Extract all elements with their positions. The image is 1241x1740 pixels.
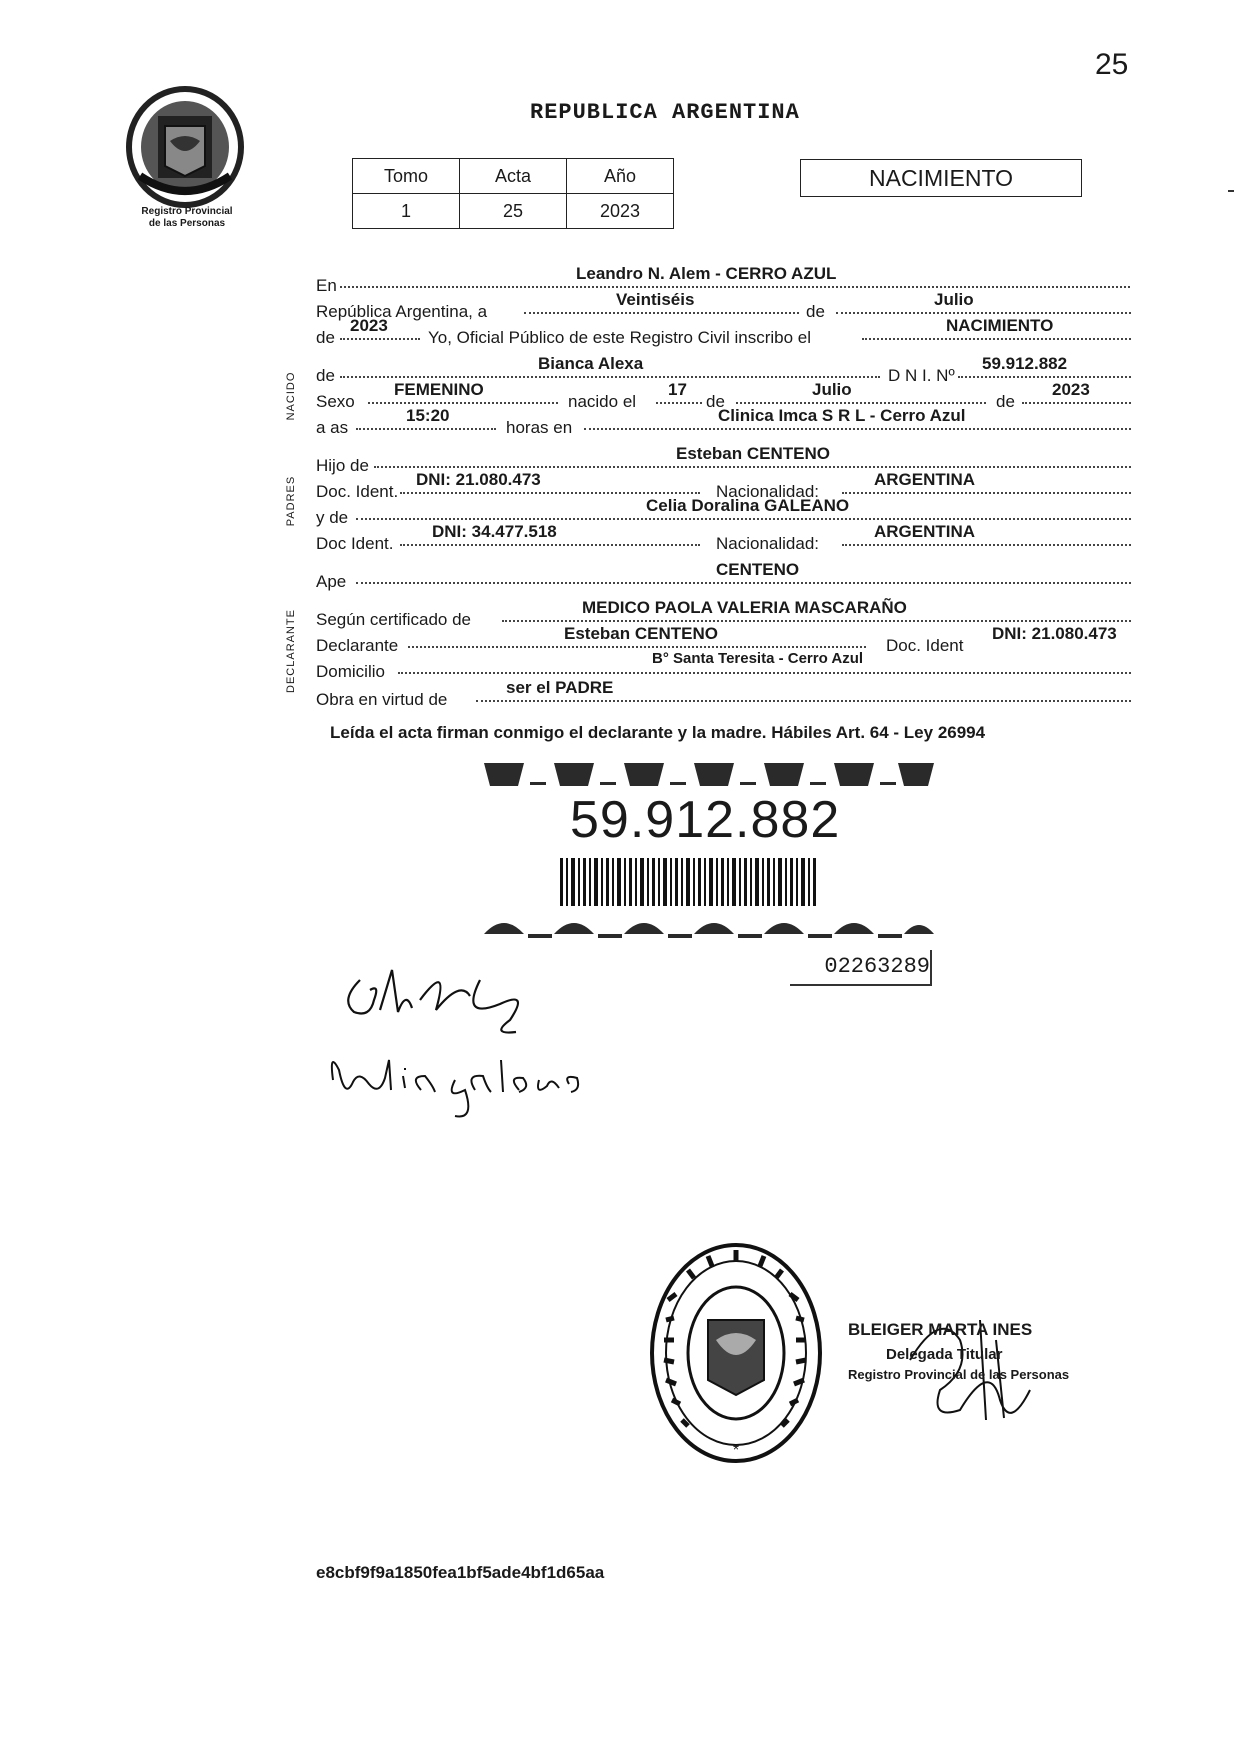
dotted-leader <box>400 544 700 546</box>
dotted-leader <box>958 376 1131 378</box>
ref-header-acta: Acta <box>460 159 567 194</box>
ref-value-acta: 25 <box>460 194 567 229</box>
father-doc: DNI: 21.080.473 <box>416 470 541 489</box>
label-de: de <box>316 328 335 347</box>
label-hours-in: horas en <box>506 418 573 437</box>
row-capacity <box>316 678 1131 712</box>
mother-signature-icon <box>325 1040 585 1120</box>
closing-note: Leída el acta firman conmigo el declarante y la madre. Hábiles Art. 64 - Ley 26994 <box>330 723 986 742</box>
label-address: Domicilio <box>316 662 385 681</box>
label-born-on: nacido el <box>568 392 637 411</box>
dotted-leader <box>836 312 1131 314</box>
act-value: NACIMIENTO <box>946 316 1054 335</box>
dotted-leader <box>374 466 1131 468</box>
ref-header-tomo: Tomo <box>353 159 460 194</box>
declarant-signature-icon <box>340 960 560 1040</box>
place-value: Leandro N. Alem - CERRO AZUL <box>576 264 837 283</box>
ref-header-anio: Año <box>567 159 674 194</box>
label-child-of: Hijo de <box>316 456 369 475</box>
address-value: B° Santa Teresita - Cerro Azul <box>652 650 864 667</box>
label-certificate: Según certificado de <box>316 610 471 629</box>
capacity-value: ser el PADRE <box>506 678 614 697</box>
side-label-parents: PADRES <box>285 475 297 527</box>
serial-number: 02263289 <box>790 950 932 986</box>
side-label-declarant: DECLARANTE <box>285 609 297 693</box>
official-name: BLEIGER MARTA INES <box>848 1320 1033 1339</box>
label-doc-ident: Doc. Ident <box>886 636 964 655</box>
dotted-leader <box>842 544 1131 546</box>
provincial-emblem-icon <box>120 86 250 208</box>
security-pattern-icon <box>484 910 934 940</box>
dotted-leader <box>842 492 1131 494</box>
emblem-caption <box>112 206 262 230</box>
dni-number-large: 59.912.882 <box>570 791 841 849</box>
ref-value-anio: 2023 <box>567 194 674 229</box>
birth-time: 15:20 <box>406 406 450 425</box>
birth-place: Clinica Imca S R L - Cerro Azul <box>718 406 966 425</box>
dotted-leader <box>408 646 866 648</box>
security-pattern-icon <box>484 758 934 788</box>
label-nationality: Nacionalidad: <box>716 482 820 501</box>
label-surname: Ape <box>316 572 347 591</box>
day-in-words: Veintiséis <box>616 290 695 309</box>
official-block <box>848 1320 1088 1382</box>
dotted-leader <box>356 518 1131 520</box>
sex-value: FEMENINO <box>394 380 484 399</box>
reference-table <box>352 158 674 229</box>
label-capacity: Obra en virtud de <box>316 690 448 709</box>
dotted-leader <box>340 376 880 378</box>
dotted-leader <box>862 338 1131 340</box>
document-hash: e8cbf9f9a1850fea1bf5ade4bf1d65aa <box>316 1563 605 1582</box>
dotted-leader <box>584 428 1131 430</box>
label-and-of: y de <box>316 508 349 527</box>
child-surname: CENTENO <box>716 560 800 579</box>
label-declarant: Declarante <box>316 636 399 655</box>
page-number: 25 <box>1095 48 1129 81</box>
margin-tick <box>1228 190 1234 192</box>
dotted-leader <box>656 402 702 404</box>
ref-value-tomo: 1 <box>353 194 460 229</box>
dotted-leader <box>340 338 420 340</box>
child-name: Bianca Alexa <box>538 354 644 373</box>
country-title: REPUBLICA ARGENTINA <box>530 100 800 125</box>
act-type-box: NACIMIENTO <box>800 159 1082 197</box>
father-nationality: ARGENTINA <box>874 470 976 489</box>
row-address <box>316 650 1131 684</box>
dotted-leader <box>502 620 1131 622</box>
dotted-leader <box>524 312 799 314</box>
label-doc-ident: Doc. Ident. <box>316 482 399 501</box>
label-officer: Yo, Oficial Público de este Registro Civil inscribo el <box>428 328 811 347</box>
dotted-leader <box>356 428 496 430</box>
month-value: Julio <box>934 290 974 309</box>
declarant-name: Esteban CENTENO <box>564 624 718 643</box>
label-en: En <box>316 276 337 295</box>
dotted-leader <box>400 492 700 494</box>
certificate-value: MEDICO PAOLA VALERIA MASCARAÑO <box>582 598 907 617</box>
row-time <box>316 406 1131 440</box>
dotted-leader <box>340 286 1130 288</box>
label-republic: República Argentina, a <box>316 302 488 321</box>
mother-name: Celia Doralina GALEANO <box>646 496 850 515</box>
birth-year: 2023 <box>1052 380 1090 399</box>
label-at: a as <box>316 418 349 437</box>
year-value: 2023 <box>350 316 388 335</box>
label-de: de <box>806 302 825 321</box>
label-nationality: Nacionalidad: <box>716 534 820 553</box>
emblem-caption-line1: Registro Provincial <box>141 206 233 217</box>
label-dni: D N I. Nº <box>888 366 955 385</box>
side-label-born: NACIDO <box>285 371 297 421</box>
mother-doc: DNI: 34.477.518 <box>432 522 557 541</box>
row-mother-doc <box>316 522 1131 556</box>
father-name: Esteban CENTENO <box>676 444 830 463</box>
label-doc-ident: Doc Ident. <box>316 534 394 553</box>
row-place <box>316 264 1131 298</box>
label-de: de <box>996 392 1015 411</box>
official-stamp-icon <box>648 1240 824 1466</box>
birth-month: Julio <box>812 380 852 399</box>
declarant-doc: DNI: 21.080.473 <box>992 624 1117 643</box>
dotted-leader <box>356 582 1131 584</box>
svg-text:*: * <box>732 1442 740 1459</box>
dotted-leader <box>736 402 986 404</box>
emblem-caption-line2: de las Personas <box>148 218 226 229</box>
dotted-leader <box>476 700 1131 702</box>
dotted-leader <box>368 402 558 404</box>
official-office: Registro Provincial de las Personas <box>848 1367 1070 1382</box>
birth-day: 17 <box>668 380 687 399</box>
row-year <box>316 316 1131 350</box>
label-sex: Sexo <box>316 392 355 411</box>
official-role: Delegada Titular <box>886 1346 1003 1363</box>
label-de: de <box>706 392 725 411</box>
row-surname <box>316 560 1131 594</box>
dotted-leader <box>398 672 1131 674</box>
child-dni: 59.912.882 <box>982 354 1068 373</box>
dotted-leader <box>1022 402 1131 404</box>
label-de: de <box>316 366 335 385</box>
barcode-icon <box>560 858 820 906</box>
mother-nationality: ARGENTINA <box>874 522 976 541</box>
